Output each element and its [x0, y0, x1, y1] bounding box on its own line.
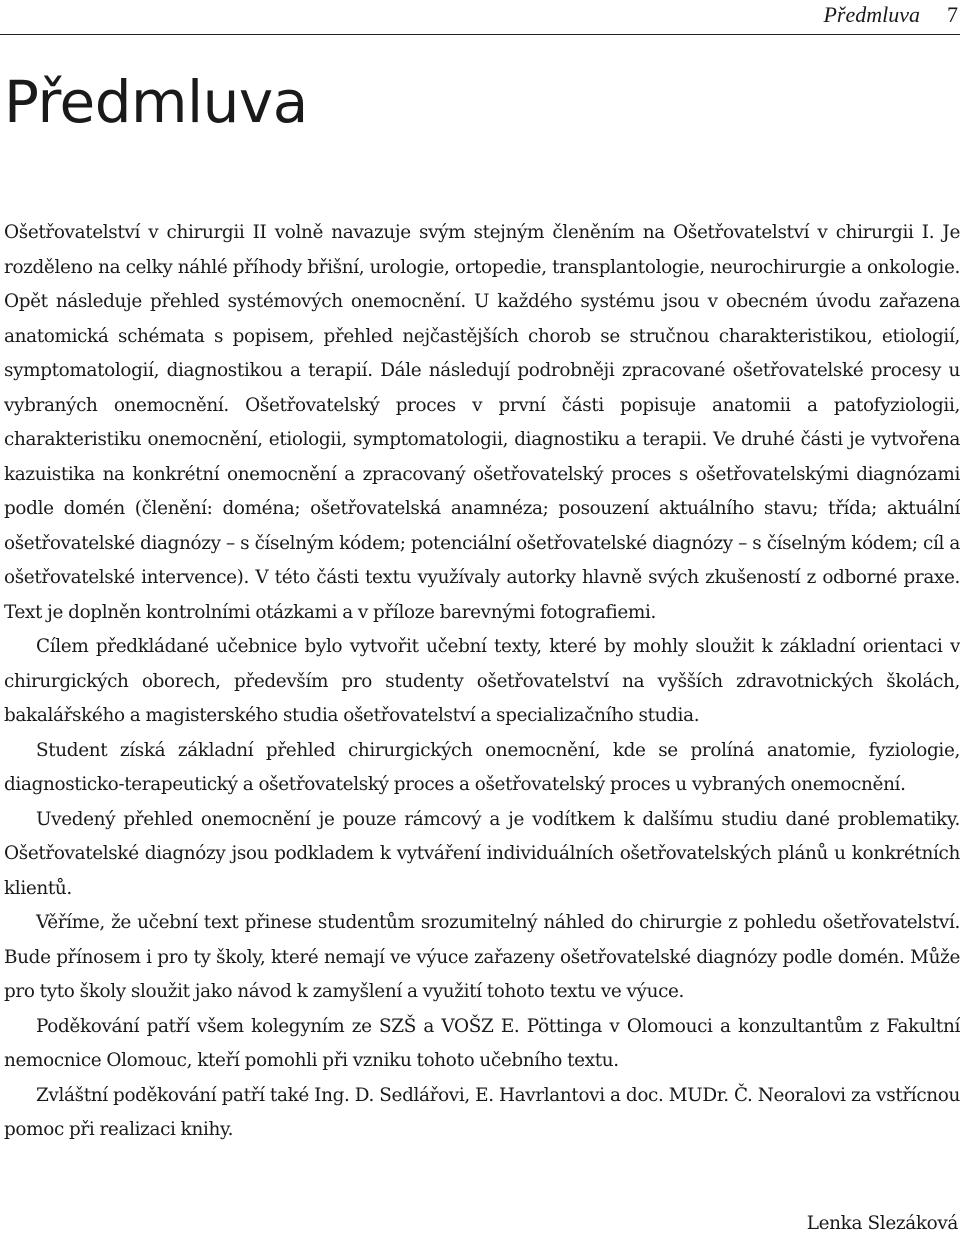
paragraph: Poděkování patří všem kolegyním ze SZŠ a VOŠZ E. Pöttinga v Olomouci a konzultantům z Fakultní nemocnice Olomouc, kteří pomohli při vzniku tohoto učebního textu.: [4, 1015, 960, 1071]
running-head-title: Předmluva: [823, 2, 920, 27]
body-text: [4, 216, 960, 1148]
paragraph: Věříme, že učební text přinese studentům srozumitelný náhled do chirurgie z pohledu ošetřovatelství. Bude přínosem i pro ty školy, které nemají ve výuce zařazeny ošetřovatelské diagnózy podle domén. Může pro tyto školy sloužit jako návod k zamyšlení a využití tohoto textu ve výuce.: [4, 912, 960, 1002]
paragraph: Zvláštní poděkování patří také Ing. D. Sedlářovi, E. Havrlantovi a doc. MUDr. Č. Neoralovi za vstřícnou pomoc při realizaci knihy.: [4, 1084, 960, 1140]
page-number: 7: [947, 2, 958, 27]
paragraph: Ošetřovatelství v chirurgii II volně navazuje svým stejným členěním na Ošetřovatelství v chirurgii I. Je rozděleno na celky náhlé příhody břišní, urologie, ortopedie, transplantologie, neurochirurgie a onkologie. Opět následuje přehled systémových onemocnění. U každého systému jsou v obecném úvodu zařazena anatomická schémata s popisem, přehled nejčastějších chorob se stručnou charakteristikou, etiologií, symptomatologií, diagnostikou a terapií. Dále následují podrobněji zpracované ošetřovatelské procesy u vybraných onemocnění. Ošetřovatelský proces v první části popisuje anatomii a patofyziologii, charakteristiku onemocnění, etiologii, symptomatologii, diagnostiku a terapii. Ve druhé části je vytvořena kazuistika na konkrétní onemocnění a zpracovaný ošetřovatelský proces s ošetřovatelskými diagnózami podle domén (členění: doména; ošetřovatelská anamnéza; posouzení aktuálního stavu; třída; aktuální ošetřovatelské diagnózy – s číselným kódem; potenciální ošetřovatelské diagnózy – s číselným kódem; cíl a ošetřovatelské intervence). V této části textu využívaly autorky hlavně svých zkušeností z odborné praxe. Text je doplněn kontrolními otázkami a v příloze barevnými fotografiemi.: [4, 222, 960, 623]
paragraph: Student získá základní přehled chirurgických onemocnění, kde se prolíná anatomie, fyziologie, diagnosticko-terapeutický a ošetřovatelský proces a ošetřovatelský proces u vybraných onemocnění.: [4, 739, 960, 795]
author-signature: Lenka Slezáková: [806, 1213, 958, 1234]
chapter-title: Předmluva: [4, 68, 308, 136]
paragraph: Cílem předkládané učebnice bylo vytvořit učební texty, které by mohly sloužit k základní orientaci v chirurgických oborech, především pro studenty ošetřovatelství na vyšších zdravotnických školách, bakalářského a magisterského studia ošetřovatelství a specializačního studia.: [4, 636, 960, 726]
paragraph: Uvedený přehled onemocnění je pouze rámcový a je vodítkem k dalšímu studiu dané problematiky. Ošetřovatelské diagnózy jsou podkladem k vytváření individuálních ošetřovatelských plánů u konkrétních klientů.: [4, 808, 960, 899]
running-head: [0, 0, 960, 35]
